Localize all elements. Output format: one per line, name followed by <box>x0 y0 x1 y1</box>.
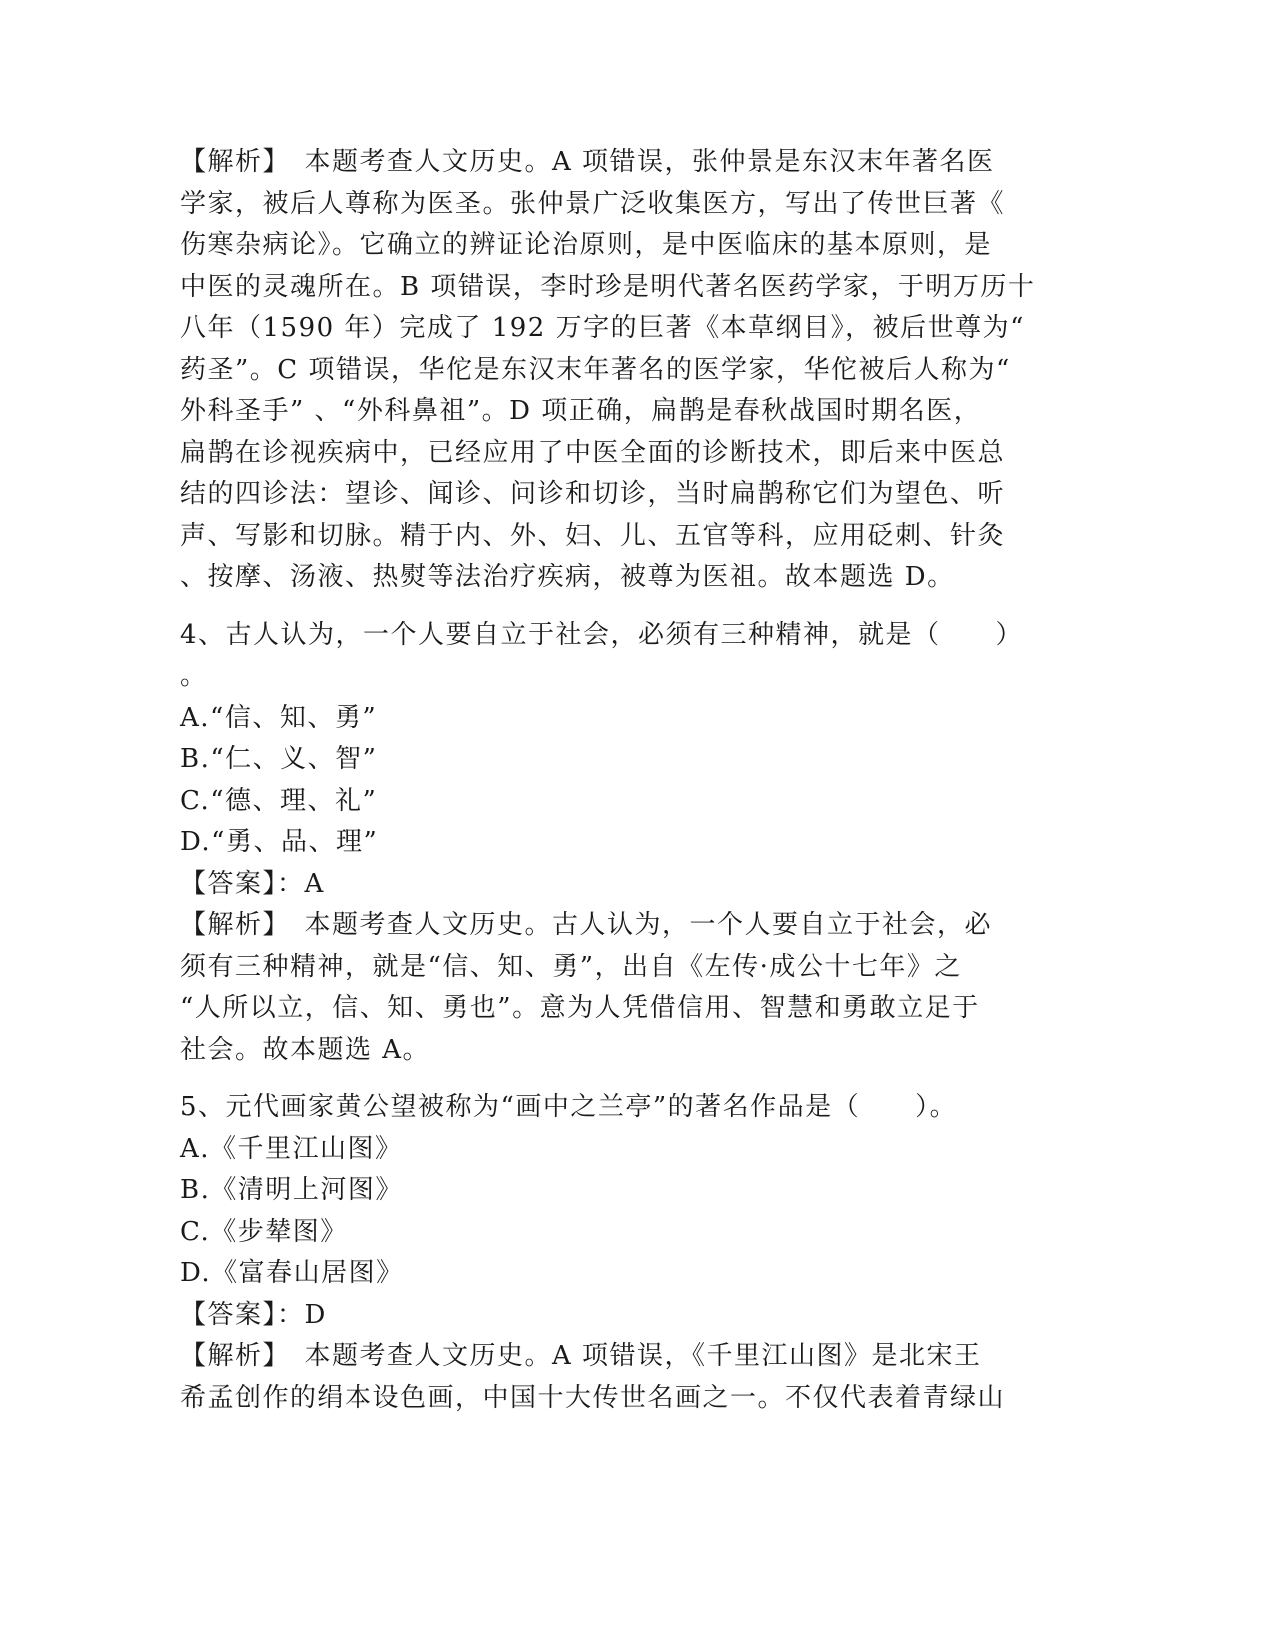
option-c: C.“德、理、礼” <box>180 785 378 816</box>
question-text-continued: 。 <box>180 661 208 691</box>
option-a: A.“信、知、勇” <box>180 702 378 733</box>
answer-label: 【答案】：D <box>180 1299 327 1330</box>
document-page <box>180 142 1060 1419</box>
analysis-line: 声、写影和切脉。精于内、外、妇、儿、五官等科，应用砭刺、针灸 <box>180 520 1006 551</box>
analysis-line: 、按摩、汤液、热熨等法治疗疾病，被尊为医祖。故本题选 D。 <box>180 562 955 592</box>
option-b: B.“仁、义、智” <box>180 744 378 774</box>
analysis-line: “人所以立，信、知、勇也”。意为人凭借信用、智慧和勇敢立足于 <box>180 993 980 1023</box>
analysis-line: 社会。故本题选 A。 <box>180 1034 431 1065</box>
analysis-line: 外科圣手” 、“外科鼻祖”。D 项正确，扁鹊是春秋战国时期名医， <box>180 396 982 426</box>
analysis-line: 希孟创作的绢本设色画，中国十大传世名画之一。不仅代表着青绿山 <box>180 1382 1006 1413</box>
analysis-line: 【解析】 本题考查人文历史。古人认为，一个人要自立于社会，必 <box>180 910 993 940</box>
analysis-line: 【解析】 本题考查人文历史。A 项错误，《千里江山图》是北宋王 <box>180 1341 982 1371</box>
analysis-line: 【解析】 本题考查人文历史。A 项错误，张仲景是东汉末年著名医 <box>180 147 995 177</box>
question-text: 5、元代画家黄公望被称为“画中之兰亭”的著名作品是（ ）。 <box>180 1092 958 1122</box>
analysis-line: 扁鹊在诊视疾病中，已经应用了中医全面的诊断技术，即后来中医总 <box>180 437 1006 468</box>
option-d: D.“勇、品、理” <box>180 827 379 857</box>
option-d: D.《富春山居图》 <box>180 1258 404 1288</box>
analysis-line: 结的四诊法：望诊、闻诊、问诊和切诊，当时扁鹊称它们为望色、听 <box>180 479 1006 509</box>
answer-label: 【答案】：A <box>180 868 325 899</box>
option-a: A.《千里江山图》 <box>180 1133 403 1164</box>
q3-analysis <box>180 142 1060 599</box>
question-4 <box>180 615 1060 1072</box>
analysis-line: 药圣”。C 项错误，华佗是东汉末年著名的医学家，华佗被后人称为“ <box>180 354 1011 385</box>
analysis-line: 伤寒杂病论》。它确立的辨证论治原则，是中医临床的基本原则，是 <box>180 230 993 260</box>
analysis-line: 学家，被后人尊称为医圣。张仲景广泛收集医方，写出了传世巨著《 <box>180 188 1006 219</box>
option-c: C.《步辇图》 <box>180 1216 348 1247</box>
analysis-line: 八年（1590 年）完成了 192 万字的巨著《本草纲目》，被后世尊为“ <box>180 313 1025 343</box>
question-text: 4、古人认为，一个人要自立于社会，必须有三种精神，就是（ ） <box>180 619 1024 650</box>
analysis-line: 须有三种精神，就是“信、知、勇”，出自《左传·成公十七年》之 <box>180 951 962 982</box>
option-b: B.《清明上河图》 <box>180 1175 403 1205</box>
analysis-line: 中医的灵魂所在。B 项错误，李时珍是明代著名医药学家，于明万历十 <box>180 271 1036 302</box>
question-5 <box>180 1087 1060 1419</box>
